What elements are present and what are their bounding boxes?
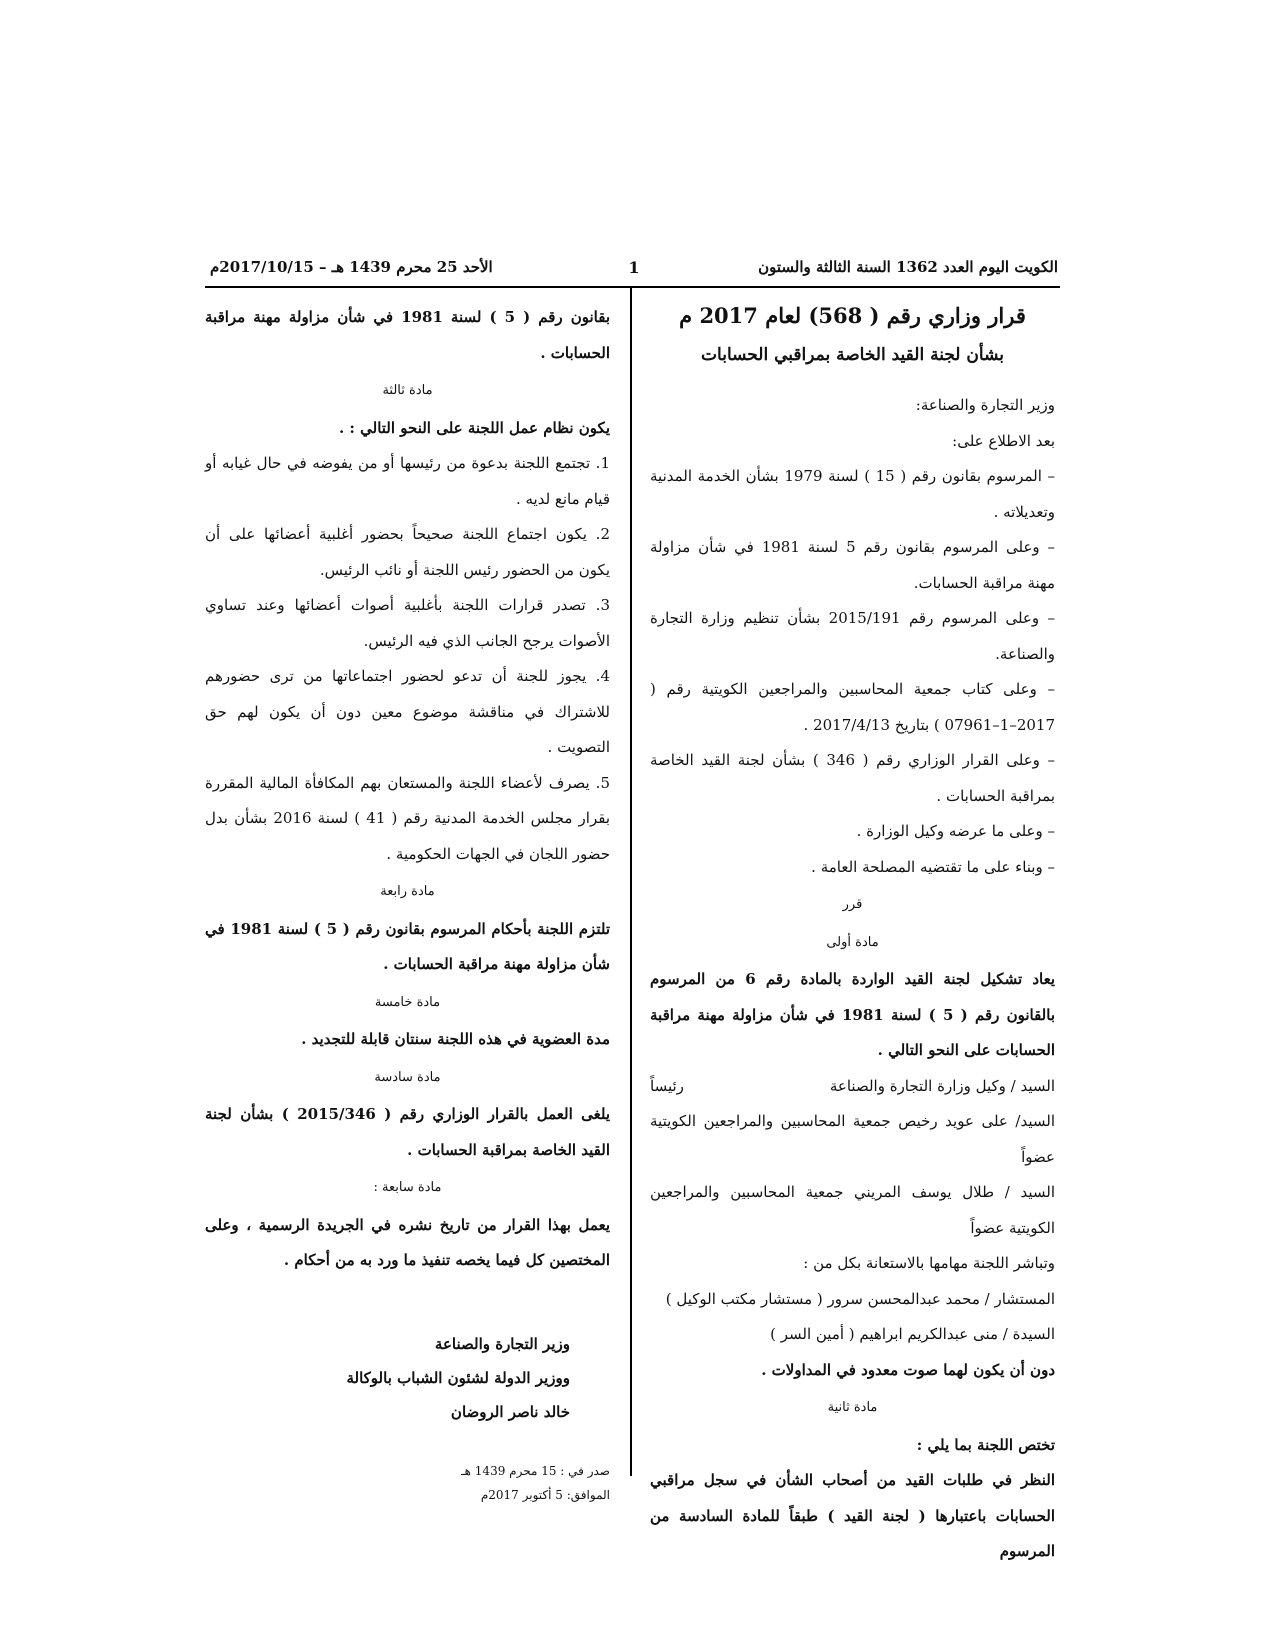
article-5-heading: مادة خامسة — [374, 994, 441, 1010]
member-1-role: رئيساً — [650, 1076, 684, 1095]
decree-title: قرار وزاري رقم ( 568) لعام 2017 م — [679, 303, 1026, 328]
member-2: السيد/ على عويد رخيص جمعية المحاسبين والمراجعين الكويتية عضواً — [650, 1112, 1055, 1166]
article-5-text: مدة العضوية في هذه اللجنة سنتان قابلة للتجديد . — [301, 1030, 610, 1048]
reference-item: – وعلى المرسوم بقانون رقم 5 لسنة 1981 في شأن مزاولة مهنة مراقبة الحسابات. — [650, 538, 1056, 592]
member-row-chair — [650, 1069, 1055, 1105]
reference-item: – المرسوم بقانون رقم ( 15 ) لسنة 1979 بشأن الخدمة المدنية وتعديلاته . — [650, 467, 1055, 521]
article-2-text: النظر في طلبات القيد من أصحاب الشأن في سجل مراقبي الحسابات باعتبارها ( لجنة القيد ) طبقاً للمادة السادسة من المرسوم — [650, 1471, 1055, 1560]
header-divider — [205, 286, 1060, 288]
reference-item: – وبناء على ما تقتضيه المصلحة العامة . — [811, 857, 1055, 876]
article-3-item: 5. يصرف لأعضاء اللجنة والمستعان بهم المكافأة المالية المقررة بقرار مجلس الخدمة المدنية رقم ( 41 ) لسنة 2016 بشأن بدل حضور اللجان في الجهات الحكومية . — [205, 773, 611, 863]
assistant-1: المستشار / محمد عبدالمحسن سرور ( مستشار مكتب الوكيل ) — [665, 1289, 1055, 1308]
issued-hijri: صدر في : 15 محرم 1439 هـ — [461, 1463, 610, 1478]
article-1-heading: مادة أولى — [826, 934, 879, 950]
article-1-text: يعاد تشكيل لجنة القيد الواردة بالمادة رقم 6 من المرسوم بالقانون رقم ( 5 ) لسنة 1981 في شأن مزاولة مهنة مراقبة الحسابات على النحو التالي . — [650, 970, 1055, 1059]
article-3-intro: يكون نظام عمل اللجنة على النحو التالي : . — [338, 418, 610, 437]
issue-date: الأحد 25 محرم 1439 هـ – 2017/10/15م — [210, 258, 493, 276]
decided-heading: قرر — [842, 897, 863, 912]
article-2-intro: تختص اللجنة بما يلي : — [916, 1435, 1055, 1454]
article-7-heading: مادة سابعة : — [373, 1180, 442, 1195]
article-7-text: يعمل بهذا القرار من تاريخ نشره في الجريدة الرسمية ، وعلى المختصين كل فيما يخصه تنفيذ ما ورد به من أحكام . — [205, 1215, 610, 1269]
article-6-text: يلغى العمل بالقرار الوزاري رقم ( 2015/346 ) بشأن لجنة القيد الخاصة بمراقبة الحسابات . — [205, 1105, 611, 1159]
assistant-2: السيدة / منى عبدالكريم ابراهيم ( أمين السر ) — [770, 1325, 1055, 1343]
signature-title-2: ووزير الدولة لشئون الشباب بالوكالة — [346, 1368, 570, 1387]
decree-subtitle: بشأن لجنة القيد الخاصة بمراقبي الحسابات — [701, 345, 1004, 365]
signature-name: خالد ناصر الروضان — [450, 1402, 570, 1421]
page-number: 1 — [628, 258, 640, 277]
page-header — [210, 258, 1058, 284]
article-3-heading: مادة ثالثة — [382, 383, 433, 398]
article-6-heading: مادة سادسة — [374, 1069, 441, 1085]
article-4-heading: مادة رابعة — [380, 884, 435, 899]
review-intro: بعد الاطلاع على: — [952, 431, 1055, 450]
reference-item: – وعلى القرار الوزاري رقم ( 346 ) بشأن لجنة القيد الخاصة بمراقبة الحسابات . — [650, 751, 1055, 805]
reference-item: – وعلى المرسوم رقم 2015/191 بشأن تنظيم وزارة التجارة والصناعة. — [650, 609, 1056, 663]
issued-gregorian: الموافق: 5 أكتوبر 2017م — [480, 1487, 610, 1502]
issuing-minister: وزير التجارة والصناعة: — [915, 396, 1055, 414]
assist-intro: وتباشر اللجنة مهامها بالاستعانة بكل من : — [803, 1254, 1055, 1272]
issue-dates — [205, 1459, 610, 1507]
article-3-item: 3. تصدر قرارات اللجنة بأغلبية أصوات أعضائها وعند تساوي الأصوات يرجح الجانب الذي فيه الرئيس. — [205, 596, 610, 650]
left-column — [205, 300, 610, 1507]
article-3-item: 1. تجتمع اللجنة بدعوة من رئيسها أو من يفوضه في حال غيابه أو قيام مانع لديه . — [205, 454, 610, 508]
member-3: السيد / طلال يوسف المريني جمعية المحاسبين والمراجعين الكويتية عضواً — [650, 1183, 1055, 1237]
no-vote-note: دون أن يكون لهما صوت معدود في المداولات . — [761, 1360, 1055, 1379]
right-column — [650, 296, 1055, 1570]
article-3-item: 2. يكون اجتماع اللجنة صحيحاً بحضور أغلبية أعضائها على أن يكون من الحضور رئيس اللجنة أو نائب الرئيس. — [205, 525, 610, 579]
column-divider — [630, 288, 632, 1476]
continuation-text: بقانون رقم ( 5 ) لسنة 1981 في شأن مزاولة مهنة مراقبة الحسابات . — [205, 308, 610, 362]
publication-info: الكويت اليوم العدد 1362 السنة الثالثة والستون — [758, 258, 1058, 276]
signature-title-1: وزير التجارة والصناعة — [434, 1334, 570, 1353]
article-4-text: تلتزم اللجنة بأحكام المرسوم بقانون رقم ( 5 ) لسنة 1981 في شأن مزاولة مهنة مراقبة الحسابات . — [205, 919, 610, 973]
article-3-item: 4. يجوز للجنة أن تدعو لحضور اجتماعاتها من ترى حضورهم للاشتراك في مناقشة موضوع معين دون أن يكون لهم حق التصويت . — [205, 667, 610, 756]
reference-item: – وعلى ما عرضه وكيل الوزارة . — [856, 822, 1055, 840]
signature-block — [205, 1327, 610, 1429]
reference-item: – وعلى كتاب جمعية المحاسبين والمراجعين الكويتية رقم ( 2017–1–07961 ) بتاريخ 2017/4/13 . — [650, 680, 1055, 734]
member-1-name: السيد / وكيل وزارة التجارة والصناعة — [829, 1076, 1055, 1095]
article-2-heading: مادة ثانية — [827, 1400, 878, 1415]
